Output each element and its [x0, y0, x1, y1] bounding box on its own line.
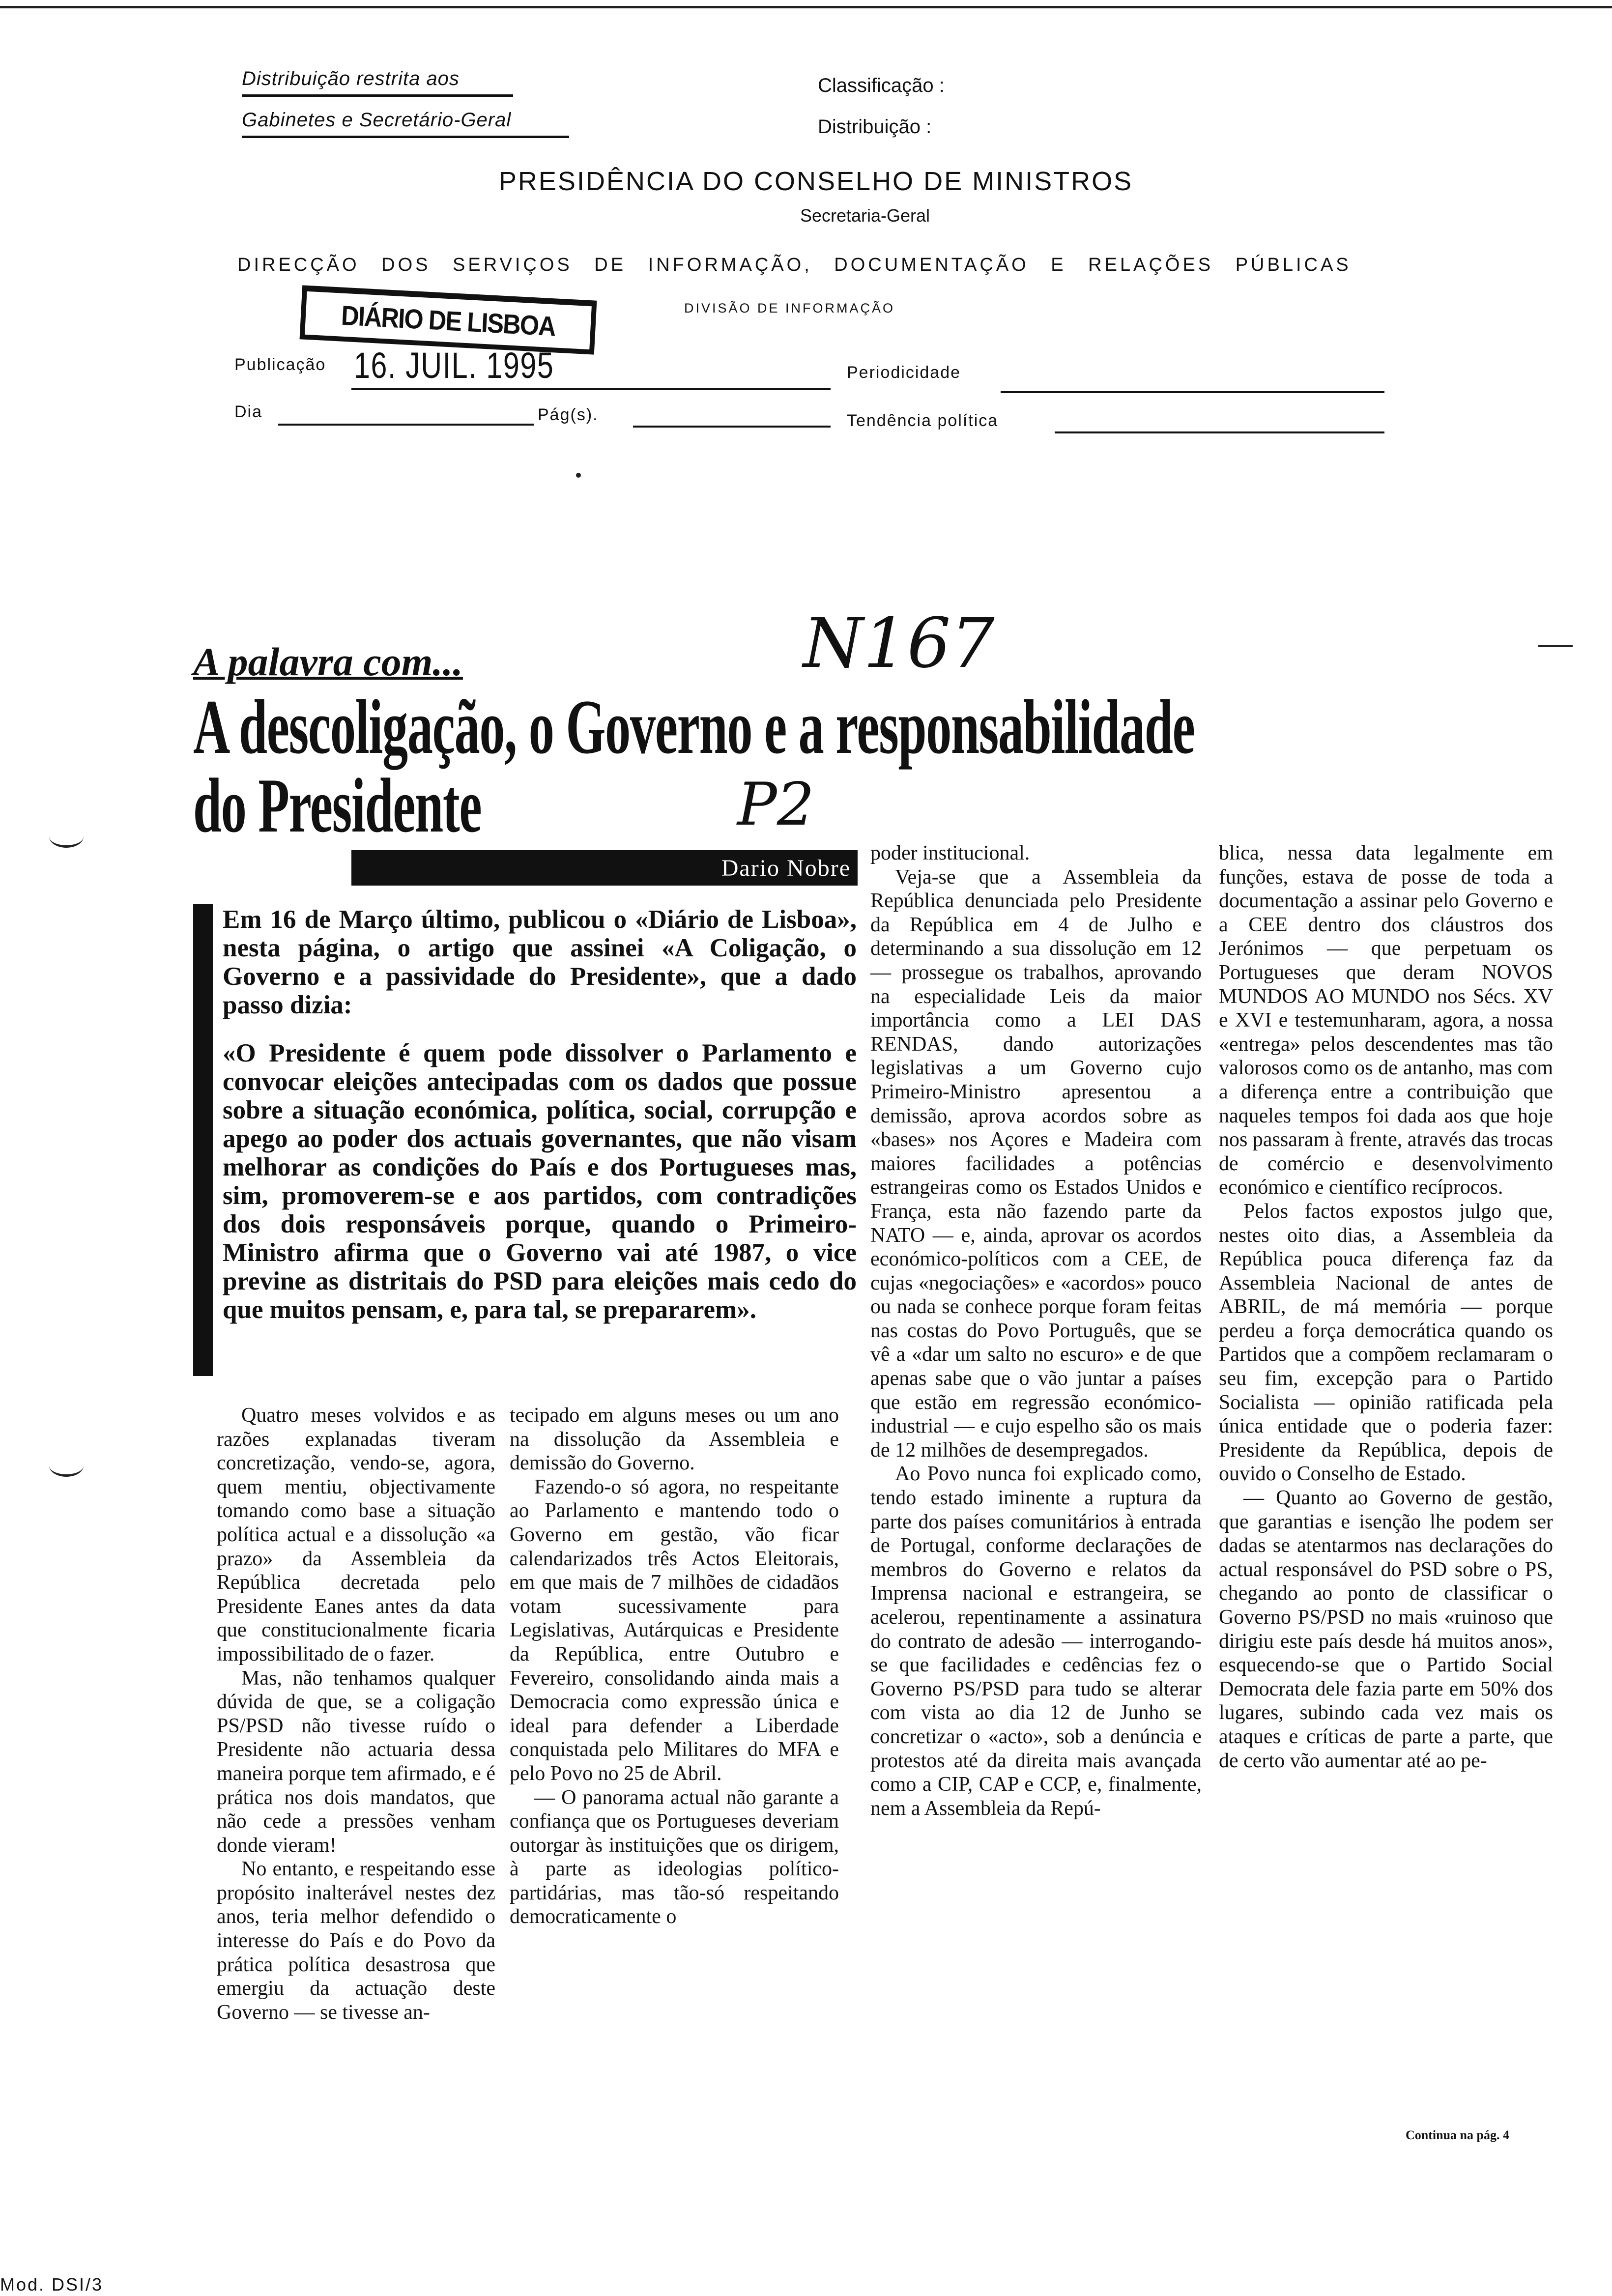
directorate-title: DIRECÇÃO DOS SERVIÇOS DE INFORMAÇÃO, DOCUMENTAÇÃO E RELAÇÕES PÚBLICAS	[237, 255, 1352, 275]
paragraph: — O panorama actual não garante a confiança que os Portugueses deveriam outorgar às instituições que os dirigem, à parte as ideologias político-partidárias, mas tão-só respeitando democraticamente o	[510, 1786, 839, 1928]
paragraph: No entanto, e respeitando esse propósito inalterável nestes dez anos, teria melhor defendido o interesse do País e do Povo da prática política desastrosa que emergiu da actuação deste Governo — se tivesse an-	[217, 1858, 495, 2024]
periodicity-label: Periodicidade	[847, 363, 961, 382]
underline	[242, 136, 569, 138]
pages-field-line	[633, 426, 831, 428]
margin-binding-mark	[49, 826, 84, 848]
scan-speck	[576, 473, 581, 478]
paragraph: Ao Povo nunca foi explicado como, tendo estado iminente a ruptura da parte dos países comunitários à entrada de Portugal, conforme declarações de membros do Governo e relatos da Imprensa nacional e estrangeira, se acelerou, repentinamente a assinatura do contrato de adesão — interrogando-se que facilidades e cedências fez o Governo PS/PSD para tudo se alterar com vista ao dia 12 de Junho se concretizar o «acto», sob a denúncia e protestos até da direita mais avançada como a CIP, CAP e CCP, e, finalmente, nem a Assembleia da Repú-	[870, 1463, 1202, 1820]
continued-note: Continua na pág. 4	[1406, 2128, 1509, 2142]
paragraph: — Quanto ao Governo de gestão, que garantias e isenção lhe podem ser dadas se atentarmos nas declarações do actual responsável do PSD sobre o PS, chegando ao ponto de classificar o Governo PS/PSD no mais «ruinoso que dirigiu este país desde há muitos anos», esquecendo-se que o Partido Social Democrata dele fazia parte em 50% dos lugares, subindo cada vez mais os ataques e críticas de parte a parte, que de certo vão aumentar até ao pe-	[1219, 1487, 1553, 1772]
day-label: Dia	[234, 402, 263, 421]
column-1	[217, 1404, 495, 2024]
tendency-field-line	[1055, 431, 1384, 433]
paragraph: tecipado em alguns meses ou um ano na dissolução da Assembleia e demissão do Governo.	[510, 1404, 839, 1475]
newspaper-stamp	[300, 285, 597, 354]
date-stamp: 16. JUIL. 1995	[354, 345, 554, 386]
lead-intro: Em 16 de Março último, publicou o «Diário de Lisboa», nesta página, o artigo que assinei «A Coligação, o Governo e a passividade do Presidente», que a dado passo dizia:	[223, 905, 857, 1019]
paragraph: Fazendo-o só agora, no respeitante ao Parlamento e mantendo todo o Governo em gestão, vão ficar calendarizados três Actos Eleitorais, em que mais de 7 milhões de cidadãos votam sucessivamente para Legislativas, Autárquicas e Presidente da República, entre Outubro e Fevereiro, consolidando ainda mais a Democracia como expressão única e ideal para defender a Liberdade conquistada pelo Militares do MFA e pelo Povo no 25 de Abril.	[510, 1475, 839, 1785]
pages-label: Pág(s).	[538, 405, 599, 424]
column-4	[1219, 841, 1553, 1773]
tendency-label: Tendência política	[847, 411, 999, 430]
stamp-text: DIÁRIO DE LISBOA	[340, 299, 556, 342]
column-2	[510, 1404, 839, 1929]
distribution-label: Distribuição :	[818, 116, 932, 138]
headline-line2: do Presidente	[193, 763, 482, 849]
margin-dash	[1538, 645, 1573, 647]
restricted-distribution-line2: Gabinetes e Secretário-Geral	[242, 109, 512, 131]
paragraph: Pelos factos expostos julgo que, nestes oito dias, a Assembleia da República pouca diferença faz da Assembleia Nacional de antes de ABRIL, de má memória — porque perdeu a força democrática quando os Partidos que a compõem reclamaram o seu fim, excepção para o Partido Socialista — opinião ratificada pela única entidade que o poderia fazer: Presidente da República, depois de ouvido o Conselho de Estado.	[1219, 1200, 1553, 1486]
handwritten-code: P2	[737, 771, 815, 839]
headline-line1: A descoligação, o Governo e a responsabilidade	[193, 684, 1195, 770]
column-3	[870, 841, 1202, 1820]
scan-top-edge	[0, 6, 1612, 8]
handwritten-number: N167	[803, 603, 995, 684]
author-name: Dario Nobre	[721, 855, 851, 881]
author-bar	[351, 850, 858, 886]
division-title: DIVISÃO DE INFORMAÇÃO	[684, 301, 895, 316]
periodicity-field-line	[1001, 391, 1384, 393]
paragraph: poder institucional.	[870, 842, 1030, 864]
underline	[242, 94, 513, 97]
paragraph: Mas, não tenhamos qualquer dúvida de que, se a coligação PS/PSD não tivesse ruído o Presidente não actuaria dessa maneira porque tem afirmado, e é prática nos dois mandatos, que não cede a pressões venham donde vieram!	[217, 1666, 495, 1857]
restricted-distribution-line1: Distribuição restrita aos	[242, 68, 460, 89]
margin-binding-mark	[49, 1455, 84, 1477]
classification-label: Classificação :	[818, 75, 945, 96]
publication-field-line	[351, 388, 831, 390]
section-kicker: A palavra com...	[193, 639, 463, 684]
secretariat-title: Secretaria-Geral	[800, 205, 930, 226]
paragraph: Veja-se que a Assembleia da República denunciada pelo Presidente da República em 4 de Julho e determinando a sua dissolução em 12 — prossegue os trabalhos, aprovando na especialidade Leis da maior importância como a LEI DAS RENDAS, dando autorizações legislativas a um Governo cujo Primeiro-Ministro apresentou a demissão, aprova acordos sobre as «bases» nos Açores e Madeira com maiores facilidades a potências estrangeiras como os Estados Unidos e França, esta não fazendo parte da NATO — e, ainda, aprovar os acordos económico-políticos com a CEE, de cujas «negociações» e «acordos» pouco ou nada se conhece porque foram feitas nas costas do Povo Português, que se vê a «dar um salto no escuro» e de que apenas sabe que o vão juntar a países que estão em regressão económico-industrial — e cujo espelho são os mais de 12 milhões de desempregados.	[870, 865, 1202, 1462]
lead-quote: «O Presidente é quem pode dissolver o Parlamento e convocar eleições antecipadas com os dados que possue sobre a situação económica, política, social, corrupção e apego ao poder dos actuais governantes, que não visam melhorar as condições do País e dos Portugueses mas, sim, promoverem-se e aos partidos, com contradições dos dois responsáveis porque, quando o Primeiro-Ministro afirma que o Governo vai até 1987, o vice previne as distritais do PSD para eleições mais cedo do que muitos pensam, e, para tal, se prepararem».	[223, 1039, 857, 1324]
publication-label: Publicação	[234, 355, 326, 374]
organization-title: PRESIDÊNCIA DO CONSELHO DE MINISTROS	[498, 167, 1133, 196]
form-code: Mod. DSI/3	[0, 2274, 104, 2295]
paragraph: blica, nessa data legalmente em funções, estava de posse de toda a documentação a assinar pelo Governo e a CEE dentro dos cláustros dos Jerónimos — que perpetuam os Portugueses que deram NOVOS MUNDOS AO MUNDO nos Sécs. XV e XVI e testemunharam, agora, a nossa «entrega» pelos descendentes mas tão valorosos como os de antanho, mas com a diferença entre a contribuição que naqueles tempos foi dada aos que hoje nos passaram à frente, através das trocas de comércio e desenvolvimento económico e científico recíprocos.	[1219, 842, 1553, 1199]
lead-side-bar	[193, 904, 213, 1376]
article-lead	[223, 905, 857, 1324]
paragraph: Quatro meses volvidos e as razões explanadas tiveram concretização, vendo-se, agora, quem mentiu, objectivamente tomando como base a situação política actual e a dissolução «a prazo» da Assembleia da República decretada pelo Presidente Eanes antes da data que constitucionalmente ficaria impossibilitado de o fazer.	[217, 1404, 495, 1665]
day-field-line	[278, 424, 534, 426]
